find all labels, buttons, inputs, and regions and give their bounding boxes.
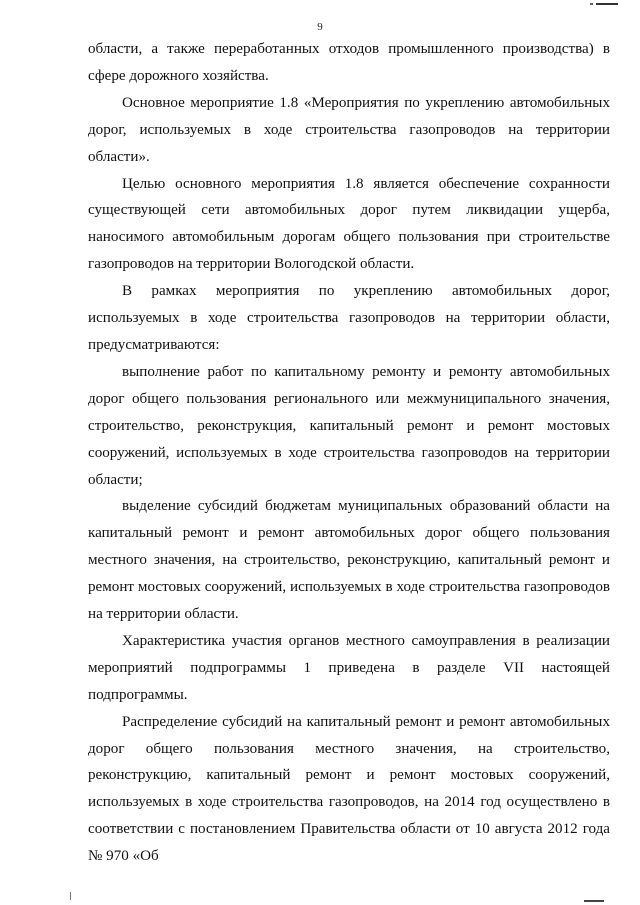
paragraph-8: Распределение субсидий на капитальный ремонт и ремонт автомобильных дорог общего пользования местного значения, на строительство, реконструкцию, капитальный ремонт и ремонт мостовых сооружений, используемых в ходе строительства газопроводов, на 2014 год осуществлено в соответствии с постановлением Правительства области от 10 августа 2012 года № 970 «Об <box>88 713 610 865</box>
paragraph-4: В рамках мероприятия по укреплению автомобильных дорог, используемых в ходе строительства газопроводов на территории области, предусматриваются: <box>88 283 610 353</box>
document-body <box>88 36 610 870</box>
paragraph-5: выполнение работ по капитальному ремонту и ремонту автомобильных дорог общего пользования регионального или межмуниципального значения, строительство, реконструкция, капитальный ремонт и ремонт мостовых сооружений, используемых в ходе строительства газопроводов на территории области; <box>88 363 610 488</box>
scan-mark-top <box>596 3 618 5</box>
paragraph-1: области, а также переработанных отходов промышленного производства) в сфере дорожного хозяйства. <box>88 41 610 84</box>
scan-mark-left <box>70 892 71 900</box>
scan-mark-bottom <box>584 900 604 902</box>
paragraph-3: Целью основного мероприятия 1.8 является обеспечение сохранности существующей сети автомобильных дорог путем ликвидации ущерба, наносимого автомобильным дорогам общего пользования при строительстве газопроводов на территории Вологодской области. <box>88 175 610 273</box>
paragraph-2: Основное мероприятие 1.8 «Мероприятия по укреплению автомобильных дорог, используемых в ходе строительства газопроводов на территории области». <box>88 94 610 165</box>
paragraph-7: Характеристика участия органов местного самоуправления в реализации мероприятий подпрограммы 1 приведена в разделе VII настоящей подпрограммы. <box>88 632 610 703</box>
paragraph-6: выделение субсидий бюджетам муниципальных образований области на капитальный ремонт и ремонт автомобильных дорог общего пользования местного значения, на строительство, реконструкцию, капитальный ремонт и ремонт мостовых сооружений, используемых в ходе строительства газопроводов на территории области. <box>88 498 610 623</box>
page-number: 9 <box>317 21 323 33</box>
